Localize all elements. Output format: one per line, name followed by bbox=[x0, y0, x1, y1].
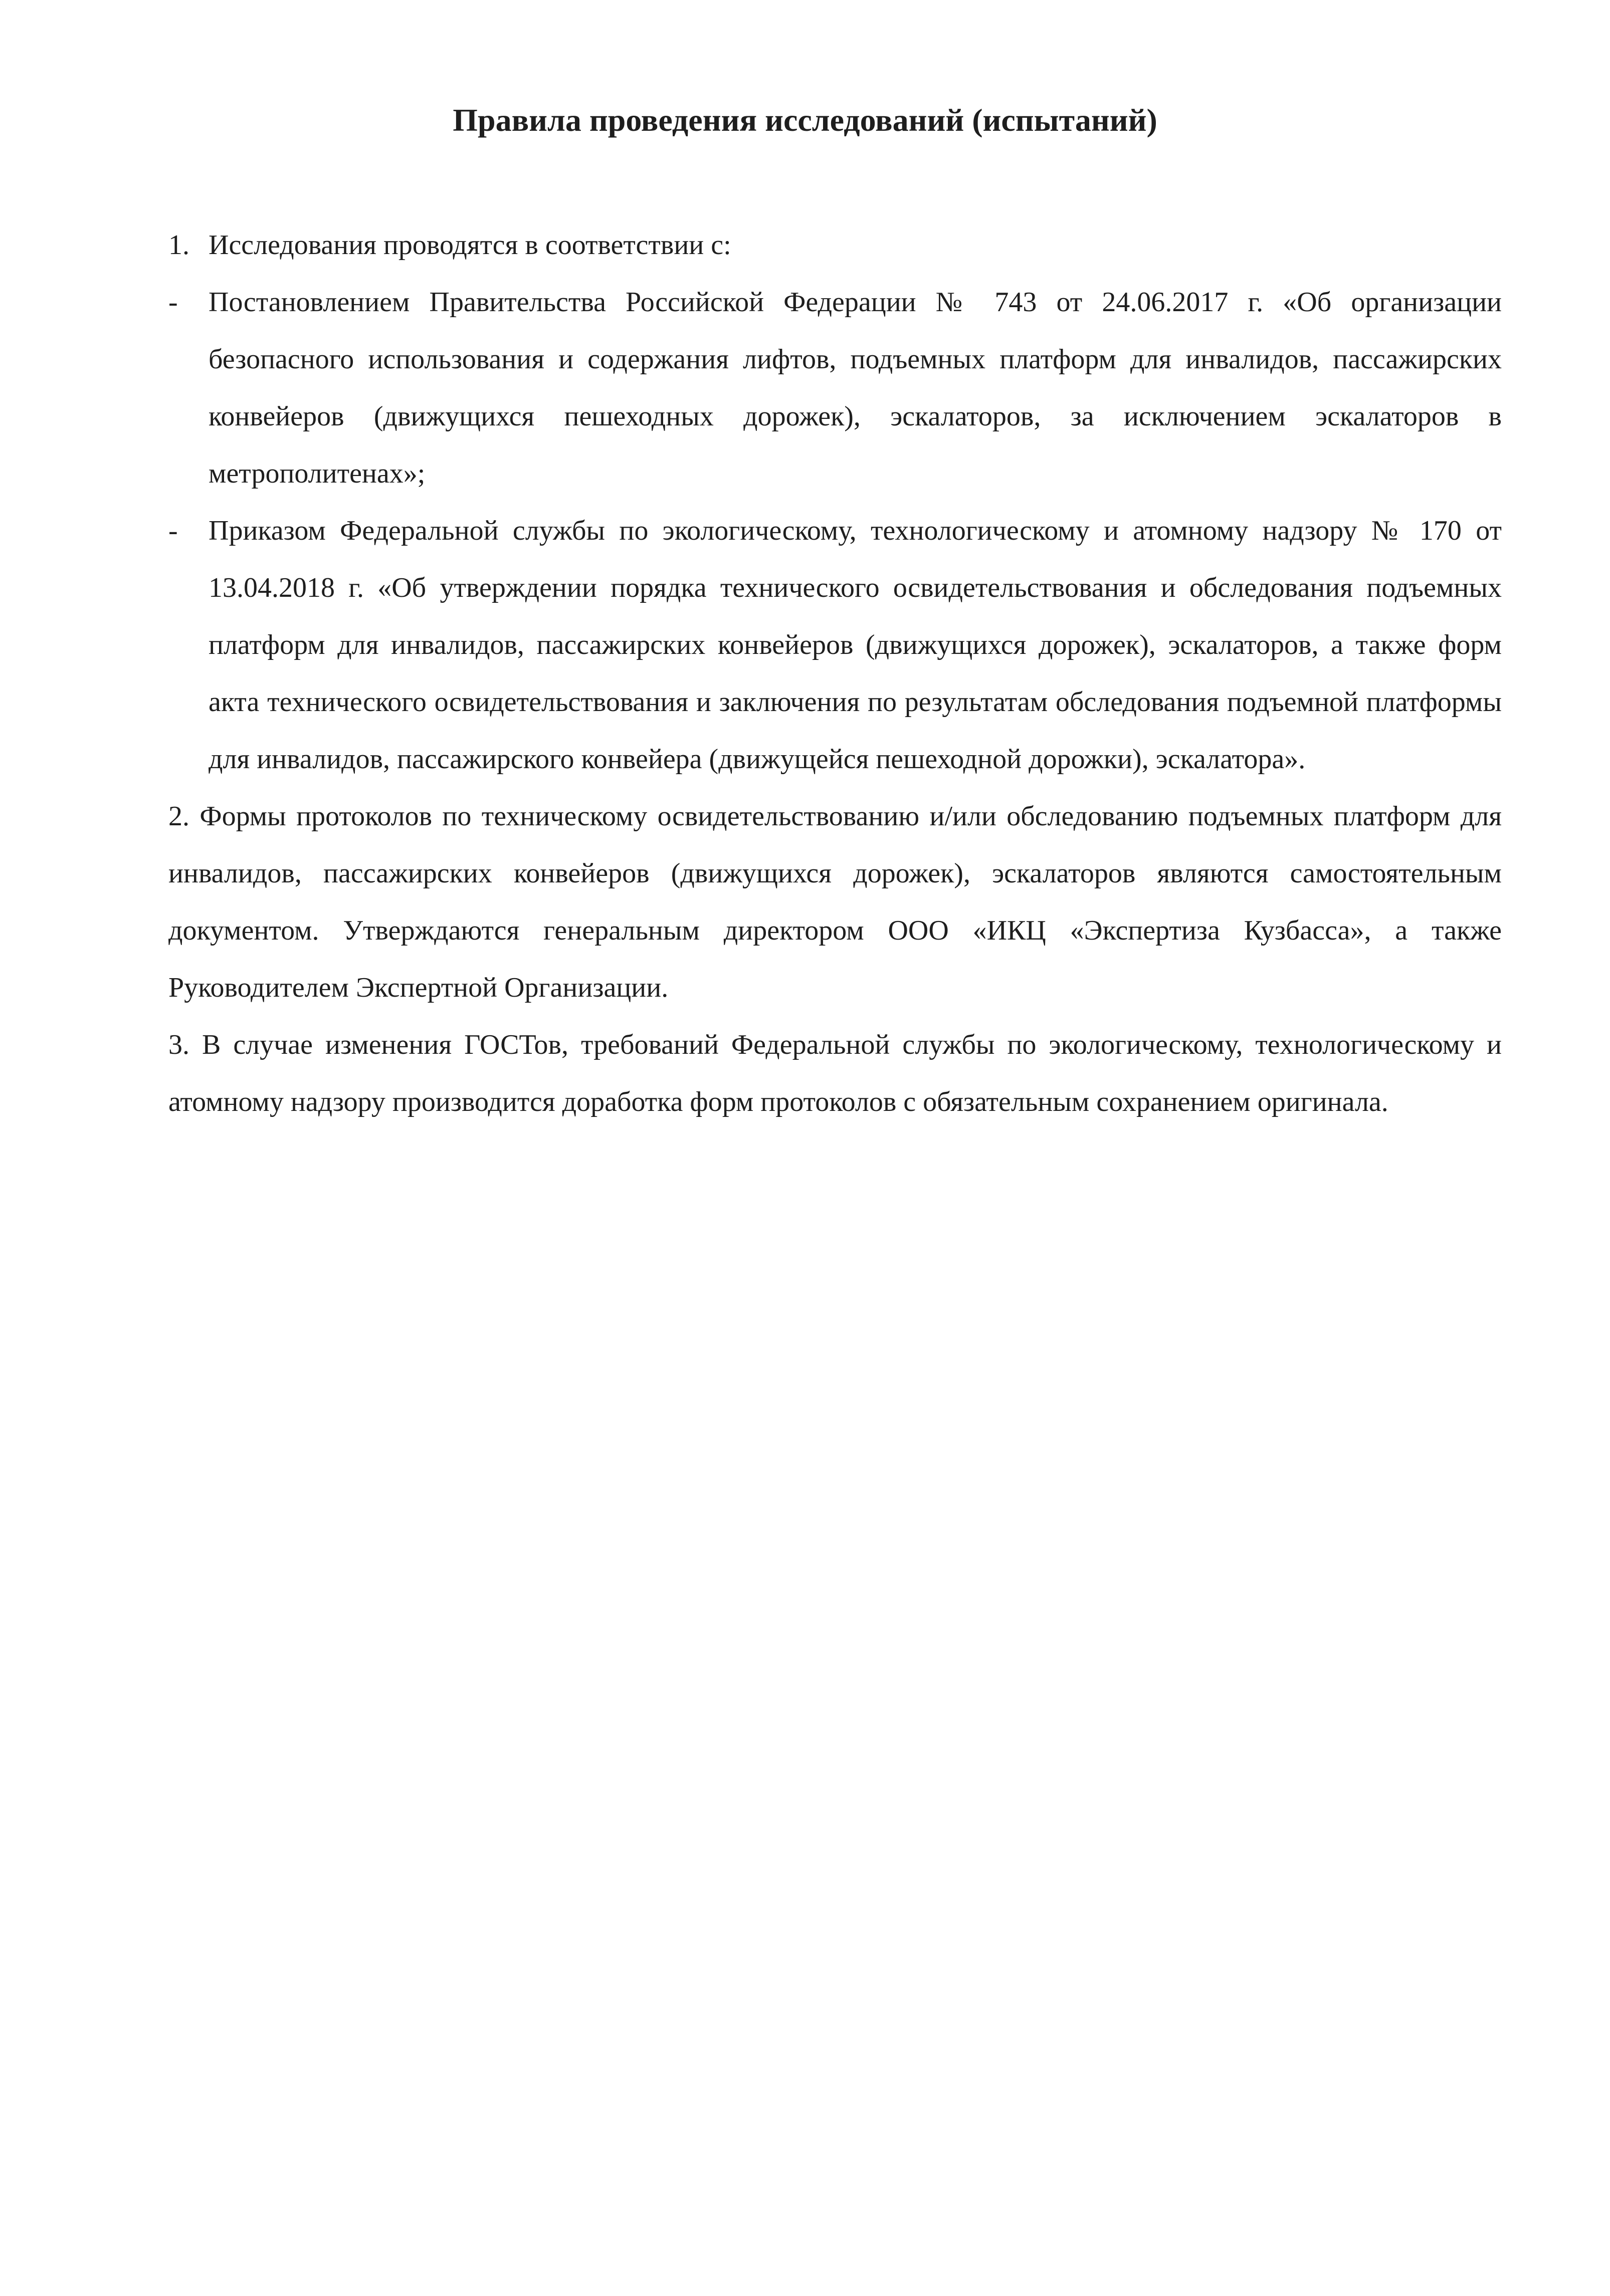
bullet-item-1 bbox=[168, 274, 1502, 502]
bullet-marker: - bbox=[168, 515, 178, 546]
list-item-1 bbox=[168, 216, 1502, 274]
bullet-text: Приказом Федеральной службы по экологическому, технологическому и атомному надзору № 170 от 13.04.2018 г. «Об утверждении порядка технического освидетельствования и обследования подъемных платформ для инвалидов, пассажирских конвейеров (движущихся дорожек), эскалаторов, а также форм акта технического освидетельствования и заключения по результатам обследования подъемной платформы для инвалидов, пассажирского конвейера (движущейся пешеходной дорожки), эскалатора». bbox=[209, 515, 1502, 775]
bullet-marker: - bbox=[168, 287, 178, 318]
list-item-number: 1. bbox=[168, 229, 189, 261]
document-body bbox=[168, 216, 1502, 1130]
document-title: Правила проведения исследований (испытаний) bbox=[453, 102, 1157, 138]
list-item-3: 3. В случае изменения ГОСТов, требований Федеральной службы по экологическому, технологическому и атомному надзору производится доработка форм протоколов с обязательным сохранением оригинала. bbox=[168, 1029, 1502, 1117]
list-item-text: Исследования проводятся в соответствии с: bbox=[209, 229, 731, 261]
list-item-2: 2. Формы протоколов по техническому освидетельствованию и/или обследованию подъемных платформ для инвалидов, пассажирских конвейеров (движущихся дорожек), эскалаторов являются самостоятельным документом. Утверждаются генеральным директором ООО «ИКЦ «Экспертиза Кузбасса», а также Руководителем Экспертной Организации. bbox=[168, 801, 1502, 1003]
bullet-text: Постановлением Правительства Российской Федерации № 743 от 24.06.2017 г. «Об организации безопасного использования и содержания лифтов, подъемных платформ для инвалидов, пассажирских конвейеров (движущихся пешеходных дорожек), эскалаторов, за исключением эскалаторов в метрополитенах»; bbox=[209, 287, 1502, 489]
bullet-item-2 bbox=[168, 502, 1502, 788]
